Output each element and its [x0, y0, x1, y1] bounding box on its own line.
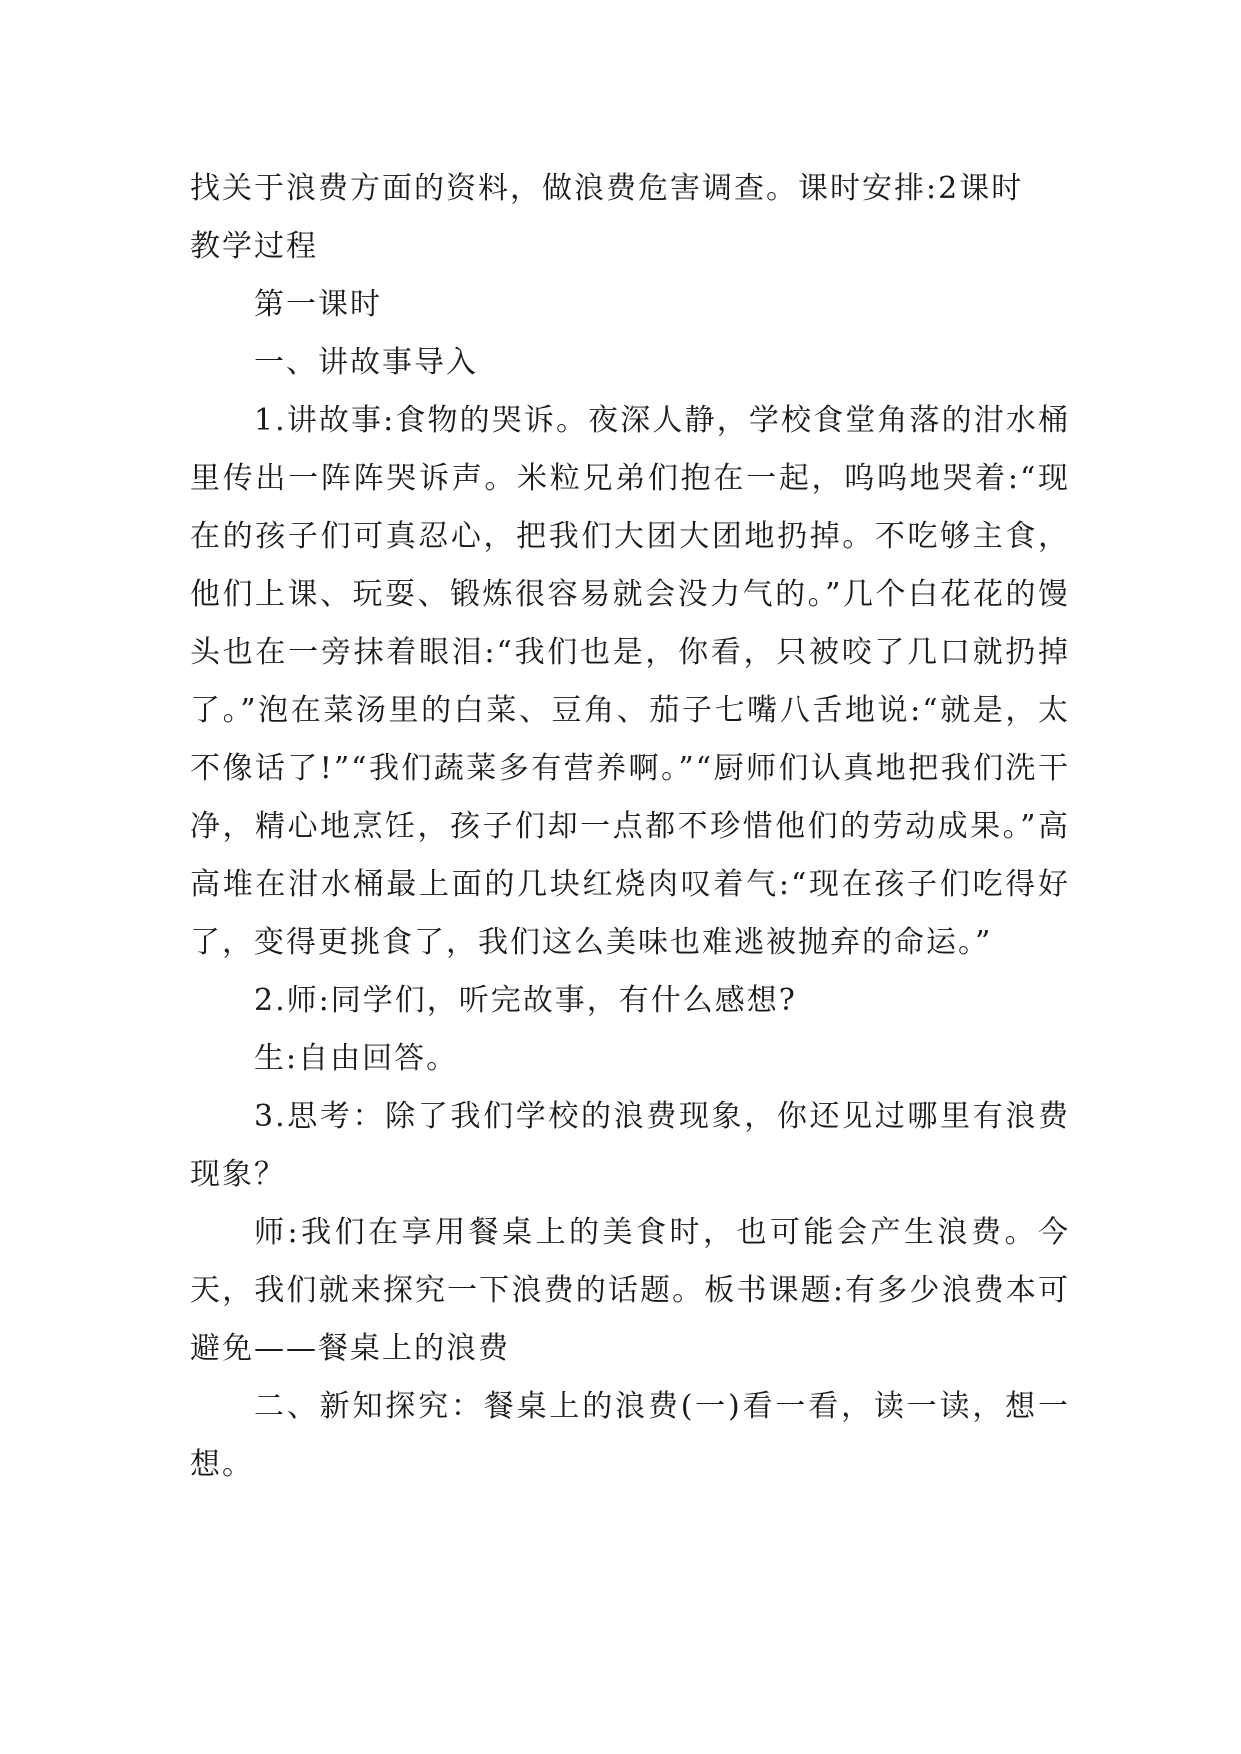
- paragraph-student-answer: 生:自由回答。: [254, 1041, 459, 1076]
- paragraph-think: 3.思考：除了我们学校的浪费现象，你还见过哪里有浪费现象？: [190, 1099, 1070, 1192]
- paragraph-preparation: 找关于浪费方面的资料，做浪费危害调查。课时安排:2课时: [190, 171, 1024, 206]
- heading-story-intro: 一、讲故事导入: [254, 345, 478, 380]
- paragraph-teaching-process: 教学过程: [190, 229, 318, 264]
- heading-first-lesson: 第一课时: [254, 287, 382, 322]
- heading-new-knowledge: 二、新知探究：餐桌上的浪费(一)看一看，读一读，想一想。: [190, 1389, 1070, 1482]
- document-body: [190, 160, 1070, 1494]
- paragraph-teacher-topic: 师:我们在享用餐桌上的美食时，也可能会产生浪费。今天，我们就来探究一下浪费的话题。板书课题:有多少浪费本可避免——餐桌上的浪费: [190, 1215, 1070, 1366]
- paragraph-story: 1.讲故事:食物的哭诉。夜深人静，学校食堂角落的泔水桶里传出一阵阵哭诉声。米粒兄弟们抱在一起，呜呜地哭着:“现在的孩子们可真忍心，把我们大团大团地扔掉。不吃够主食，他们上课、玩耍、锻炼很容易就会没力气的。”几个白花花的馒头也在一旁抹着眼泪:“我们也是，你看，只被咬了几口就扔掉了。”泡在菜汤里的白菜、豆角、茄子七嘴八舌地说:“就是，太不像话了!”“我们蔬菜多有营养啊。”“厨师们认真地把我们洗干净，精心地烹饪，孩子们却一点都不珍惜他们的劳动成果。”高高堆在泔水桶最上面的几块红烧肉叹着气:“现在孩子们吃得好了，变得更挑食了，我们这么美味也难逃被抛弃的命运。”: [190, 403, 1070, 960]
- paragraph-teacher-question: 2.师:同学们，听完故事，有什么感想?: [254, 983, 797, 1018]
